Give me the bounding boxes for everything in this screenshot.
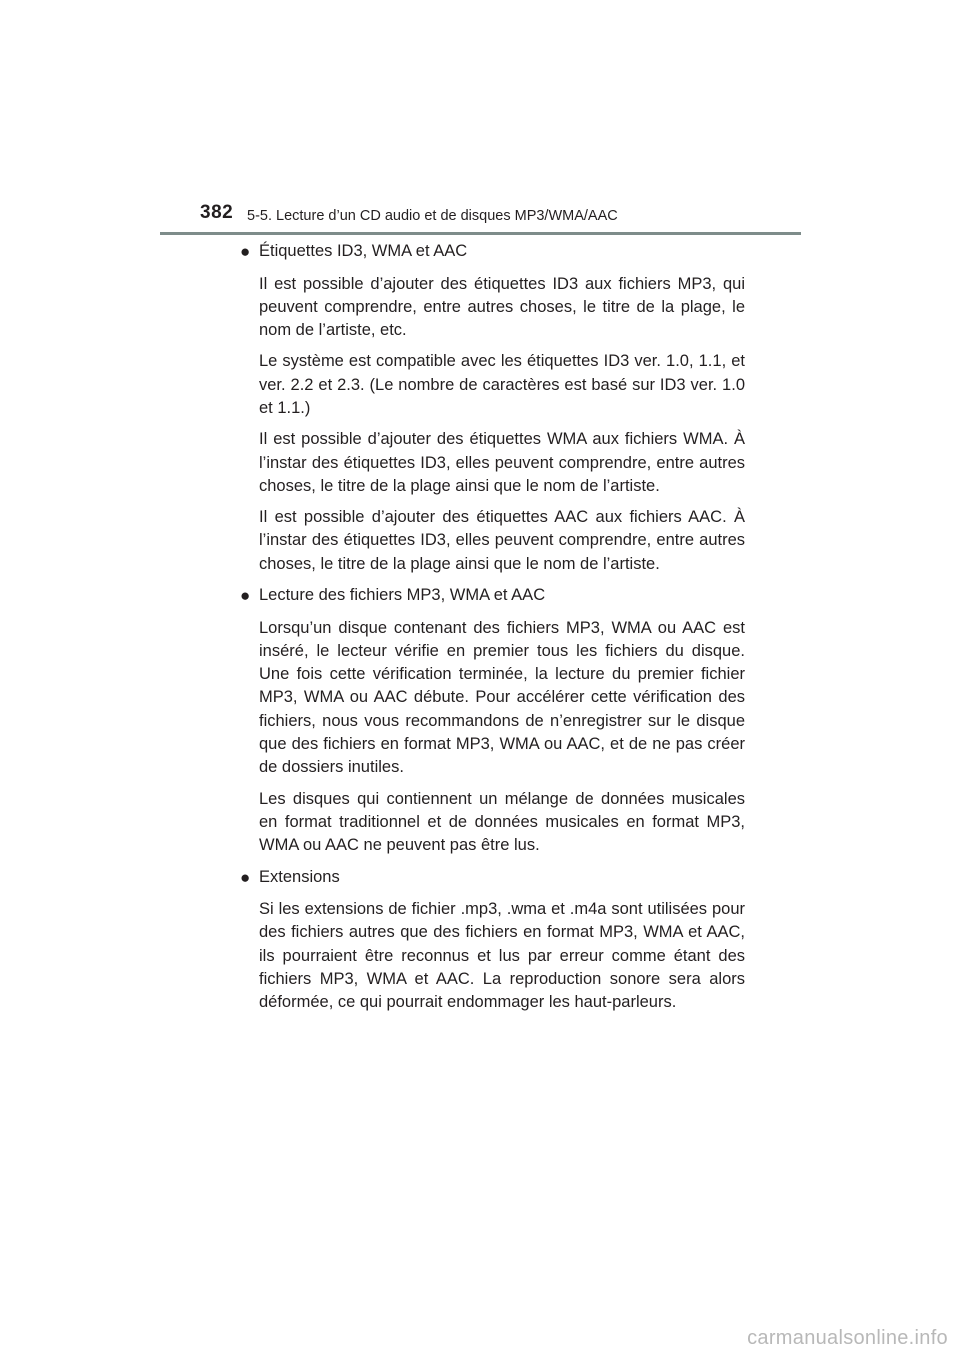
item-heading [240,866,745,890]
paragraph: Le système est compatible avec les étiquettes ID3 ver. 1.0, 1.1, et ver. 2.2 et 2.3. (Le nombre de caractères est basé sur ID3 ver. 1.0 et 1.1.) [259,352,745,417]
bullet-icon: ● [240,242,251,261]
item-heading [240,584,745,608]
header-divider [160,232,801,235]
page-content [240,240,745,1023]
paragraph: Lorsqu’un disque contenant des fichiers MP3, WMA ou AAC est inséré, le lecteur vérifie en premier tous les fichiers du disque. Une fois cette vérification terminée, la lecture du premier fichier MP3, WMA ou AAC débute. Pour accélérer cette vérification des fichiers, nous vous recommandons de n’enregistrer sur le disque que des fichiers en format MP3, WMA ou AAC, et de ne pas créer de dossiers inutiles. [259,618,745,777]
item-playback [240,584,745,857]
watermark: carmanualsonline.info [747,1327,948,1349]
bullet-icon: ● [240,867,251,887]
page-number: 382 [200,202,234,223]
bullet-icon: ● [240,586,251,606]
section-title: 5-5. Lecture d’un CD audio et de disques MP3/WMA/AAC [247,208,618,224]
item-id3-tags [240,240,745,576]
paragraph: Il est possible d’ajouter des étiquettes ID3 aux fichiers MP3, qui peuvent comprendre, entre autres choses, le titre de la plage, le nom de l’artiste, etc. [259,274,745,340]
paragraph: Il est possible d’ajouter des étiquettes AAC aux fichiers AAC. À l’instar des étiquettes ID3, elles peuvent comprendre, entre autres choses, le titre de la plage ainsi que le nom de l’artiste. [259,508,745,573]
paragraph: Si les extensions de fichier .mp3, .wma et .m4a sont utilisées pour des fichiers autres que des fichiers en format MP3, WMA et AAC, ils pourraient être reconnus et lus par erreur comme étant des fichiers MP3, WMA et AAC. La reproduction sonore sera alors déformée, ce qui pourrait endommager les haut-parleurs. [259,900,745,1012]
page-header [0,0,960,240]
item-extensions [240,866,745,1015]
paragraph: Il est possible d’ajouter des étiquettes WMA aux fichiers WMA. À l’instar des étiquettes ID3, elles peuvent comprendre, entre autres choses, le titre de la plage ainsi que le nom de l’artiste. [259,430,745,495]
item-title: Lecture des fichiers MP3, WMA et AAC [259,586,546,605]
paragraph: Les disques qui contiennent un mélange de données musicales en format traditionnel et de données musicales en format MP3, WMA ou AAC ne peuvent pas être lus. [259,789,745,855]
item-title: Étiquettes ID3, WMA et AAC [259,242,468,260]
item-title: Extensions [259,867,340,886]
item-heading [240,240,745,264]
